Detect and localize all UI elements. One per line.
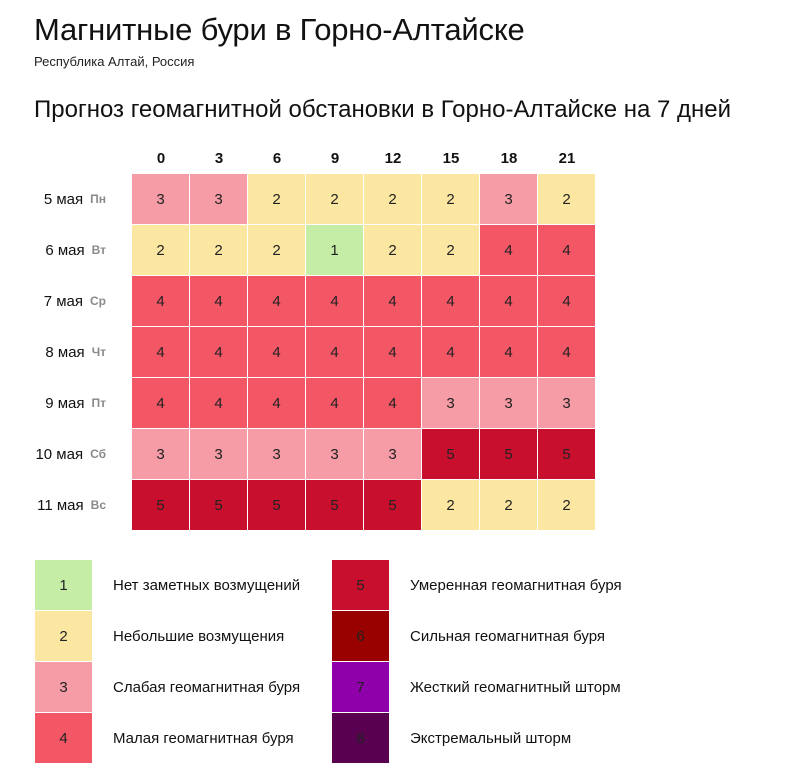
hour-header: 18 <box>500 150 518 167</box>
row-date: 9 мая <box>45 394 85 412</box>
row-label <box>0 276 120 326</box>
heatmap-cell: 2 <box>422 225 479 275</box>
heatmap-cell: 4 <box>422 327 479 377</box>
heatmap-cell: 5 <box>364 480 421 530</box>
heatmap-cell: 5 <box>538 429 595 479</box>
heatmap-cell: 4 <box>132 327 189 377</box>
row-date: 8 мая <box>45 343 85 361</box>
legend-label: Малая геомагнитная буря <box>113 729 294 747</box>
legend-swatch: 6 <box>332 611 389 661</box>
heatmap-cell: 2 <box>132 225 189 275</box>
heatmap-cell: 4 <box>480 327 537 377</box>
heatmap-cell: 4 <box>480 225 537 275</box>
row-weekday: Вт <box>91 243 106 257</box>
heatmap-cell: 3 <box>132 174 189 224</box>
heatmap-cell: 5 <box>190 480 247 530</box>
heatmap-cell: 2 <box>190 225 247 275</box>
legend-label: Умеренная геомагнитная буря <box>410 576 622 594</box>
legend-swatch: 1 <box>35 560 92 610</box>
legend-label: Слабая геомагнитная буря <box>113 678 301 696</box>
row-date: 11 мая <box>37 496 84 514</box>
row-weekday: Сб <box>90 447 106 461</box>
forecast-heading: Прогноз геомагнитной обстановки в Горно-Алтайске на 7 дней <box>34 96 732 123</box>
heatmap-cell: 4 <box>422 276 479 326</box>
legend-swatch: 8 <box>332 713 389 763</box>
heatmap-cell: 4 <box>364 276 421 326</box>
hour-header: 9 <box>330 150 340 167</box>
heatmap-cell: 3 <box>422 378 479 428</box>
heatmap-cell: 4 <box>538 276 595 326</box>
row-weekday: Пн <box>90 192 106 206</box>
row-label <box>0 174 120 224</box>
heatmap-cell: 4 <box>248 327 305 377</box>
heatmap-cell: 3 <box>190 429 247 479</box>
heatmap-cell: 2 <box>364 174 421 224</box>
heatmap-cell: 3 <box>248 429 305 479</box>
row-date: 6 мая <box>45 241 85 259</box>
heatmap-cell: 5 <box>132 480 189 530</box>
hour-header: 0 <box>156 150 166 167</box>
heatmap-cell: 4 <box>190 378 247 428</box>
heatmap-cell: 4 <box>248 378 305 428</box>
heatmap-cell: 2 <box>306 174 363 224</box>
heatmap-cell: 2 <box>364 225 421 275</box>
heatmap-cell: 3 <box>538 378 595 428</box>
page-title: Магнитные бури в Горно-Алтайске <box>34 12 525 47</box>
heatmap-cell: 4 <box>248 276 305 326</box>
legend-label: Экстремальный шторм <box>410 729 572 747</box>
heatmap-cell: 4 <box>364 378 421 428</box>
row-weekday: Ср <box>90 294 106 308</box>
legend-swatch: 2 <box>35 611 92 661</box>
region-subtitle: Республика Алтай, Россия <box>34 54 195 69</box>
heatmap-cell: 2 <box>538 174 595 224</box>
heatmap-cell: 5 <box>248 480 305 530</box>
heatmap-cell: 4 <box>364 327 421 377</box>
heatmap-cell: 4 <box>190 276 247 326</box>
legend-swatch: 4 <box>35 713 92 763</box>
heatmap-cell: 5 <box>422 429 479 479</box>
row-label <box>0 480 120 530</box>
legend-label: Жесткий геомагнитный шторм <box>410 678 621 696</box>
hour-header: 21 <box>558 150 576 167</box>
heatmap-cell: 4 <box>306 378 363 428</box>
row-weekday: Пт <box>91 396 106 410</box>
row-label <box>0 327 120 377</box>
heatmap-cell: 2 <box>248 225 305 275</box>
heatmap-cell: 4 <box>306 276 363 326</box>
legend-swatch: 7 <box>332 662 389 712</box>
hour-header: 15 <box>442 150 460 167</box>
row-label <box>0 225 120 275</box>
heatmap-cell: 2 <box>480 480 537 530</box>
hour-header: 12 <box>384 150 402 167</box>
heatmap-cell: 4 <box>132 378 189 428</box>
heatmap-cell: 2 <box>538 480 595 530</box>
legend-swatch: 3 <box>35 662 92 712</box>
row-label <box>0 378 120 428</box>
hour-header: 3 <box>214 150 224 167</box>
hour-header: 6 <box>272 150 282 167</box>
legend-label: Сильная геомагнитная буря <box>410 627 605 645</box>
heatmap-cell: 3 <box>480 378 537 428</box>
heatmap-cell: 1 <box>306 225 363 275</box>
heatmap-cell: 4 <box>480 276 537 326</box>
row-date: 10 мая <box>35 445 84 463</box>
heatmap-cell: 3 <box>306 429 363 479</box>
legend-label: Нет заметных возмущений <box>113 576 301 594</box>
heatmap-cell: 2 <box>248 174 305 224</box>
heatmap-cell: 3 <box>190 174 247 224</box>
heatmap-cell: 4 <box>132 276 189 326</box>
heatmap-cell: 5 <box>480 429 537 479</box>
heatmap-cell: 5 <box>306 480 363 530</box>
heatmap-cell: 3 <box>480 174 537 224</box>
row-weekday: Чт <box>91 345 106 359</box>
heatmap-cell: 4 <box>306 327 363 377</box>
heatmap-cell: 4 <box>538 327 595 377</box>
heatmap-cell: 2 <box>422 174 479 224</box>
row-date: 5 мая <box>43 190 84 208</box>
heatmap-cell: 2 <box>422 480 479 530</box>
row-label <box>0 429 120 479</box>
legend-swatch: 5 <box>332 560 389 610</box>
heatmap-cell: 3 <box>364 429 421 479</box>
legend-label: Небольшие возмущения <box>113 627 285 645</box>
heatmap-cell: 3 <box>132 429 189 479</box>
row-date: 7 мая <box>43 292 83 310</box>
row-weekday: Вс <box>90 498 106 512</box>
heatmap-cell: 4 <box>190 327 247 377</box>
heatmap-cell: 4 <box>538 225 595 275</box>
